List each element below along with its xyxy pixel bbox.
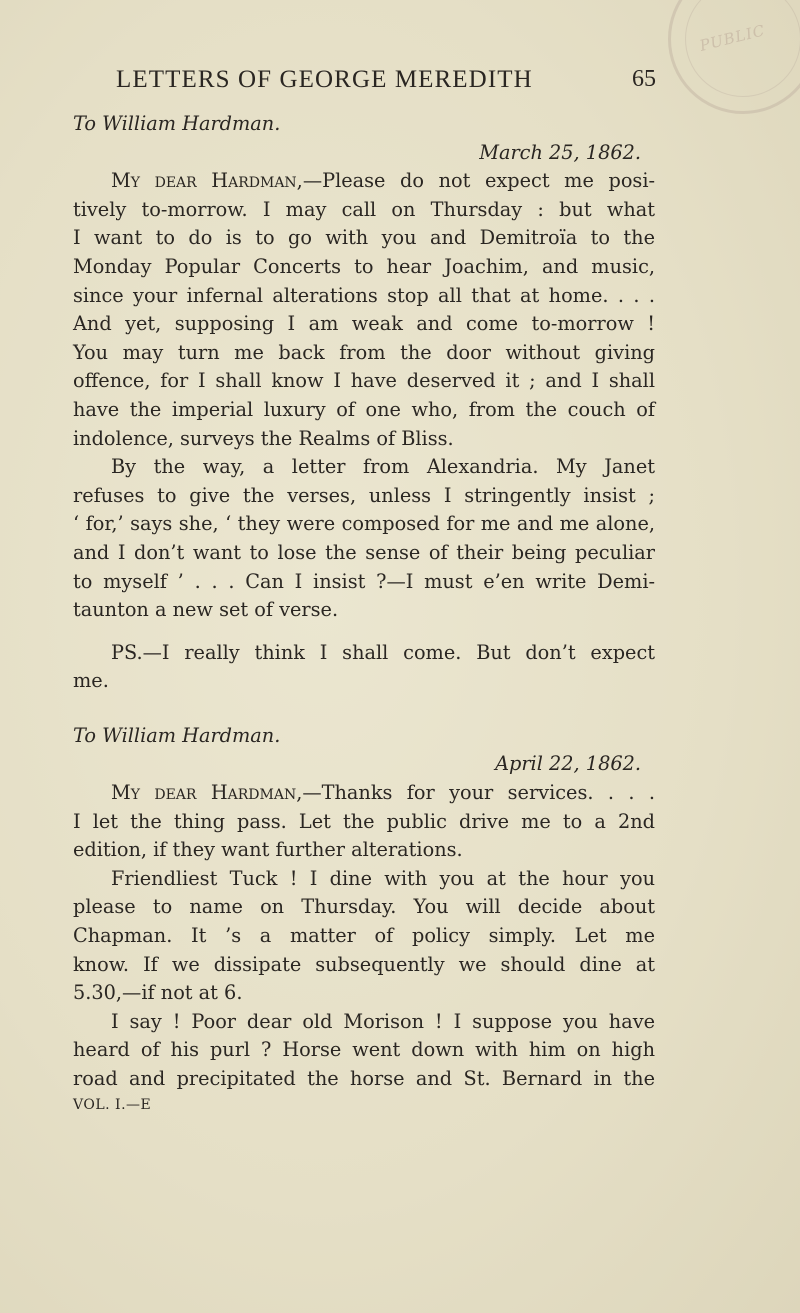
letter1-line-9: indolence, surveys the Realms of Bliss. [73, 426, 454, 450]
body-text [73, 110, 655, 1116]
letter1-line-7: offence, for I shall know I have deserved it ; and I shall [73, 369, 655, 393]
running-title: LETTERS OF GEORGE MEREDITH [116, 66, 533, 93]
paragraph-gap [73, 625, 655, 639]
letter1-line-11: refuses to give the verses, unless I stringently insist ; [73, 483, 655, 507]
letter2-line-1: I let the thing pass. Let the public drive me to a 2nd [73, 809, 655, 833]
letter1-recipient: To William Hardman. [73, 112, 281, 135]
letter1-line-14: to myself ’ . . . Can I insist ?—I must e’en write Demi- [73, 569, 655, 593]
letter-gap [73, 696, 655, 722]
library-stamp [668, 0, 800, 114]
letter2-line-7: 5.30,—if not at 6. [73, 981, 243, 1005]
running-header [116, 66, 656, 102]
letter1-line-12: ‘ for,’ says she, ‘ they were composed for me and me alone, [73, 512, 655, 536]
letter2-line-4: please to name on Thursday. You will decide about [73, 895, 655, 919]
letter2-recipient: To William Hardman. [73, 723, 281, 747]
letter2-line-6: know. If we dissipate subsequently we should dine at [73, 952, 655, 976]
letter1-postscript-1: me. [73, 669, 109, 693]
letter2-date: April 22, 1862. [495, 752, 641, 776]
letter1-line-0 [73, 167, 655, 196]
letter1-line-15: taunton a new set of verse. [73, 598, 339, 622]
letter1-line-13: and I don’t want to lose the sense of their being peculiar [73, 540, 655, 564]
letter2-line-0-text: —Thanks for your services. . . . [302, 781, 655, 805]
letter2-line-5: Chapman. It ’s a matter of policy simply. Let me [73, 924, 655, 948]
letter1-line-0-text: —Please do not expect me posi- [302, 169, 655, 193]
letter1-line-5: And yet, supposing I am weak and come to-morrow ! [73, 312, 655, 336]
letter1-line-4: since your infernal alterations stop all that at home. . . . [73, 283, 655, 307]
letter1-line-1: tively to-morrow. I may call on Thursday : but what [73, 197, 655, 221]
letter1-line-6: You may turn me back from the door without giving [73, 340, 655, 364]
library-stamp-text: PUBLIC [697, 21, 768, 55]
letter1-line-3: Monday Popular Concerts to hear Joachim, and music, [73, 254, 655, 278]
letter1-salutation: My dear Hardman, [111, 169, 303, 193]
letter1-date: March 25, 1862. [479, 140, 641, 164]
letter2-line-8: I say ! Poor dear old Morison ! I suppose you have [111, 1009, 655, 1033]
letter2-salutation: My dear Hardman, [111, 781, 303, 805]
page-number: 65 [632, 66, 656, 92]
letter2-line-3: Friendliest Tuck ! I dine with you at the hour you [111, 866, 655, 890]
letter2-line-10: road and precipitated the horse and St. Bernard in the [73, 1067, 655, 1090]
letter1-line-8: have the imperial luxury of one who, from the couch of [73, 397, 655, 421]
letter1-line-10: By the way, a letter from Alexandria. My Janet [111, 455, 655, 479]
letter1-line-2: I want to do is to go with you and Demitroïa to the [73, 226, 655, 250]
letter2-line-9: heard of his purl ? Horse went down with him on high [73, 1038, 655, 1062]
signature-mark: VOL. I.—E [73, 1096, 152, 1113]
letter2-line-0 [73, 779, 655, 808]
letter2-line-2: edition, if they want further alterations. [73, 838, 463, 862]
letter1-postscript-0: PS.—I really think I shall come. But don’t expect [111, 640, 655, 664]
